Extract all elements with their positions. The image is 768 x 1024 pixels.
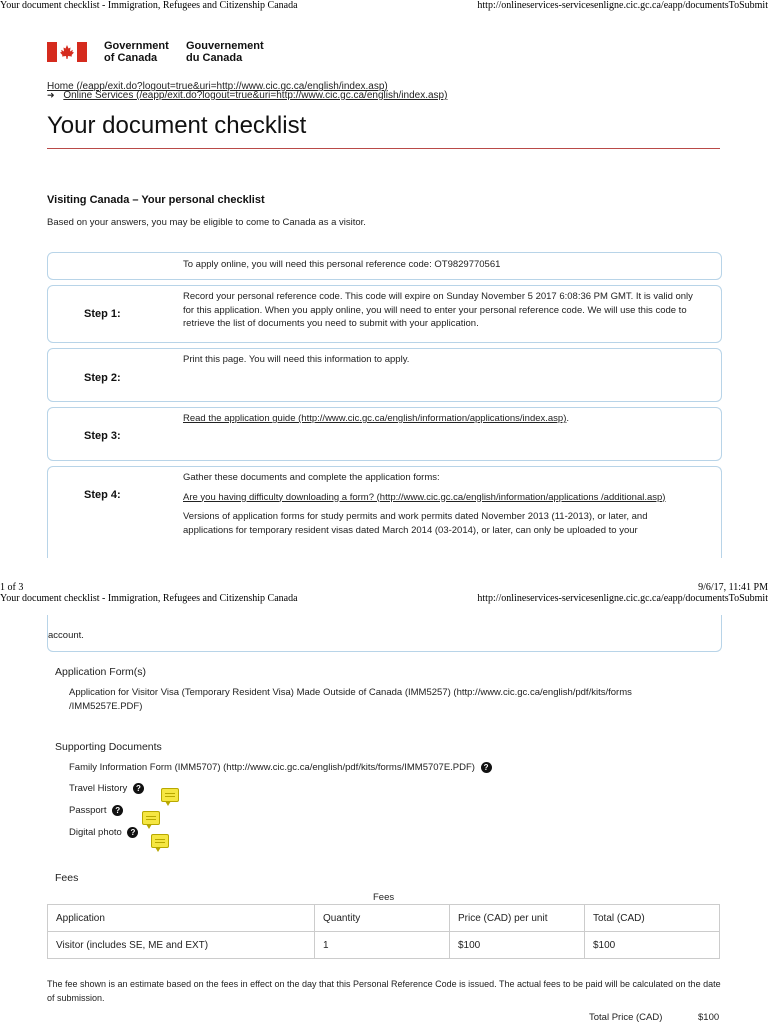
print-header-url: http://onlineservices-servicesenligne.cic.gc.ca/eapp/documentsToSubmit xyxy=(477,0,768,11)
step-2-box xyxy=(47,348,722,402)
step-label: Step 3: xyxy=(84,430,121,442)
fees-disclaimer: The fee shown is an estimate based on the fees in effect on the day that this Personal Reference Code is issued. The actual fees to be paid will be calculated on the date of submission. xyxy=(47,979,721,1003)
gov-wordmark-french: Gouvernement du Canada xyxy=(186,40,264,64)
step-text: Read the application guide (http://www.cic.gc.ca/english/information/applications/index.asp). xyxy=(183,413,570,424)
supporting-doc-item: Digital photo ? xyxy=(69,827,138,838)
step-text: account. xyxy=(48,630,84,641)
step-text: Print this page. You will need this information to apply. xyxy=(183,354,410,365)
step-3-box xyxy=(47,407,722,461)
canada-flag-icon xyxy=(47,42,87,62)
total-price-value: $100 xyxy=(698,1012,720,1023)
family-information-form-link[interactable]: Family Information Form (IMM5707) (http://www.cic.gc.ca/english/pdf/kits/forms/IMM5707E.PDF) xyxy=(69,762,475,774)
supporting-doc-item: Passport ? xyxy=(69,805,123,816)
supporting-documents-heading: Supporting Documents xyxy=(55,741,162,753)
table-cell: Visitor (includes SE, ME and EXT) xyxy=(48,932,315,959)
help-icon[interactable]: ? xyxy=(127,827,138,838)
download-help-link[interactable]: Are you having difficulty downloading a form? (http://www.cic.gc.ca/english/information/applications /additional.asp) xyxy=(183,491,666,503)
title-divider xyxy=(47,148,720,149)
reference-code-text: To apply online, you will need this personal reference code: OT9829770561 xyxy=(183,259,501,270)
fees-table-caption: Fees xyxy=(373,892,395,903)
fees-heading: Fees xyxy=(55,872,79,884)
step-4-box xyxy=(47,466,722,567)
column-header: Price (CAD) per unit xyxy=(450,905,585,932)
column-header: Total (CAD) xyxy=(585,905,720,932)
table-cell: $100 xyxy=(450,932,585,959)
breadcrumb-home-link[interactable]: Home (/eapp/exit.do?logout=true&uri=http://www.cic.gc.ca/english/index.asp) xyxy=(47,81,388,92)
comment-note-icon[interactable] xyxy=(151,834,169,848)
comment-note-icon[interactable] xyxy=(161,788,179,802)
table-cell: 1 xyxy=(315,932,450,959)
step-1-box xyxy=(47,285,722,343)
print-header-url: http://onlineservices-servicesenligne.cic.gc.ca/eapp/documentsToSubmit xyxy=(477,593,768,604)
page-title: Your document checklist xyxy=(47,112,307,139)
step-text: Gather these documents and complete the application forms: Are you having difficulty downloading a form? (http://www.cic.gc.ca/english/information/applications /additional.asp) Versions of application forms for study permits and work permits dated November 2013 (11-2013), or later, and applications for temporary resident visas dated March 2014 (03-2014), or later, can only be uploaded to your xyxy=(183,472,666,536)
column-header: Application xyxy=(48,905,315,932)
comment-note-icon[interactable] xyxy=(142,811,160,825)
page-break xyxy=(0,558,768,584)
total-price-label: Total Price (CAD) xyxy=(589,1012,663,1023)
table-header-row xyxy=(48,905,720,932)
column-header: Quantity xyxy=(315,905,450,932)
application-guide-link[interactable]: Read the application guide (http://www.cic.gc.ca/english/information/applications/index.asp) xyxy=(183,413,567,424)
application-form-item[interactable]: Application for Visitor Visa (Temporary Resident Visa) Made Outside of Canada (IMM5257) (http://www.cic.gc.ca/english/pdf/kits/forms /IMM5257E.PDF) xyxy=(69,687,632,712)
breadcrumb-online-services-link[interactable]: Online Services (/eapp/exit.do?logout=true&uri=http://www.cic.gc.ca/english/index.asp) xyxy=(63,90,448,101)
gov-wordmark-english: Government of Canada xyxy=(104,40,169,64)
supporting-doc-item xyxy=(69,762,492,773)
table-row xyxy=(48,932,720,959)
help-icon[interactable]: ? xyxy=(112,805,123,816)
supporting-doc-item: Travel History ? xyxy=(69,783,144,794)
breadcrumb-online xyxy=(47,90,447,101)
step-4-box-continued xyxy=(47,615,722,652)
print-header-title: Your document checklist - Immigration, Refugees and Citizenship Canada xyxy=(0,593,298,604)
help-icon[interactable]: ? xyxy=(481,762,492,773)
help-icon[interactable]: ? xyxy=(133,783,144,794)
table-cell: $100 xyxy=(585,932,720,959)
step-label: Step 2: xyxy=(84,372,121,384)
section-title: Visiting Canada – Your personal checklist xyxy=(47,194,265,206)
arrow-right-icon: ➜ xyxy=(47,90,55,100)
print-footer-datetime: 9/6/17, 11:41 PM xyxy=(698,582,768,593)
print-footer-page: 1 of 3 xyxy=(0,582,24,593)
step-text: Record your personal reference code. This code will expire on Sunday November 5 2017 6:08:36 PM GMT. It is valid only for this application. When you apply online, you will need to enter your personal reference code. We will use this code to retrieve the list of documents you need to submit with your application. xyxy=(183,291,693,329)
application-forms-heading: Application Form(s) xyxy=(55,666,147,678)
step-label: Step 4: xyxy=(84,489,121,501)
fees-table xyxy=(47,904,720,959)
step-label: Step 1: xyxy=(84,308,121,320)
intro-text: Based on your answers, you may be eligible to come to Canada as a visitor. xyxy=(47,217,366,228)
reference-code-box xyxy=(47,252,722,280)
print-header-title: Your document checklist - Immigration, Refugees and Citizenship Canada xyxy=(0,0,298,11)
